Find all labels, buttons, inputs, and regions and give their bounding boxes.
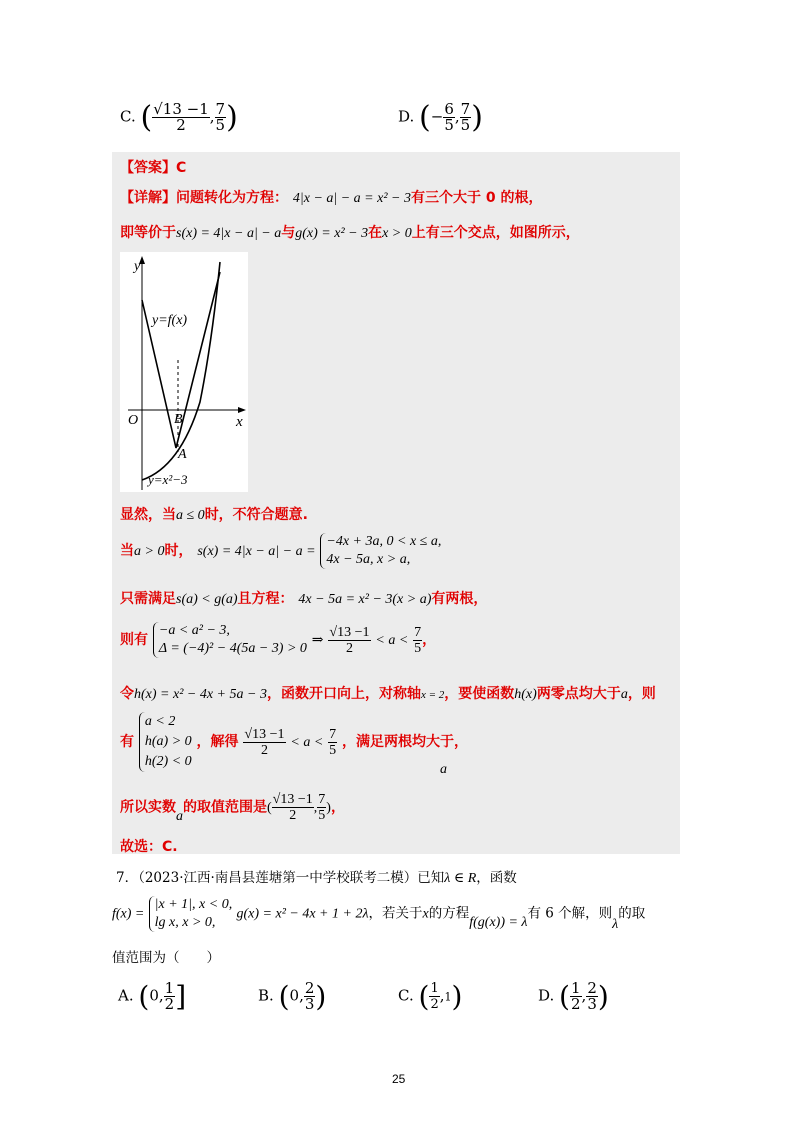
fraction: $\frac{√13 -1}{2}$ <box>153 100 209 134</box>
page-number: 25 <box>392 1072 406 1086</box>
fraction: $\frac{√13 -1}{2}$ <box>244 726 285 758</box>
fraction: $\frac{1}{2}$ <box>570 979 581 1013</box>
system-conditions: −a < a² − 3, Δ = (−4)² − 4(5a − 3) > 0 <box>153 622 307 658</box>
piecewise-f: |x + 1|, x < 0, lg x, x > 0, <box>149 896 233 932</box>
function-graph <box>120 252 248 492</box>
point-b-label: B <box>174 412 183 427</box>
fraction: $\frac{2}{3}$ <box>304 979 315 1013</box>
option-d: D. ( $\frac{1}{2}$ , $\frac{2}{3}$ ) <box>538 979 609 1013</box>
detail-line-8: 有 a < 2 h(a) > 0 h(2) < 0 ，解得 $\frac{√13 -1}{2}$ < a < $\frac{7}{5}$ ，满足两根均大于， <box>120 712 468 772</box>
y-label: y <box>134 259 141 274</box>
detail-line-6: 则有 −a < a² − 3, Δ = (−4)² − 4(5a − 3) > 0 ⇒ $\frac{√13 -1}{2}$ < a < $\frac{7}{5}$ ， <box>120 623 437 656</box>
option-c: C. ( $\frac{1}{2}$ ,1) <box>398 980 463 1013</box>
fraction: $\frac{7}{5}$ <box>215 100 226 134</box>
fraction: $\frac{1}{2}$ <box>430 981 439 1012</box>
fraction: $\frac{7}{5}$ <box>318 792 326 823</box>
option-c-prev: C. ( $\frac{√13 -1}{2}$ , $\frac{7}{5}$ ) <box>120 100 238 135</box>
detail-line-1: 【详解】问题转化为方程： 4|x − a| − a = x² − 3有三个大于 0 的根， <box>120 190 543 206</box>
system-h: a < 2 h(a) > 0 h(2) < 0 <box>139 712 192 772</box>
detail-line-5: 只需满足s(a) < g(a)且方程： 4x − 5a = x² − 3(x > a)有两根， <box>120 591 488 607</box>
point-a-label: A <box>178 447 187 462</box>
fraction: $\frac{7}{5}$ <box>414 624 422 656</box>
answer-tag: 【答案】C <box>120 160 187 176</box>
detail-line-7: 令h(x) = x² − 4x + 5a − 3，函数开口向上，对称轴x = 2，要使函数h(x)两零点均大于a，则 <box>120 686 656 702</box>
option-a: A. (0, $\frac{1}{2}$ ] <box>118 979 187 1013</box>
fraction: $\frac{7}{5}$ <box>329 726 337 758</box>
origin-label: O <box>128 413 139 428</box>
question-7-line-2: f(x) = |x + 1|, x < 0, lg x, x > 0, g(x) = x² − 4x + 1 + 2λ，若关于x的方程f(g(x)) = λ有 6 个解，则λ的取 <box>112 897 646 932</box>
option-d-prev: D. (− $\frac{6}{5}$ , $\frac{7}{5}$ ) <box>398 100 483 135</box>
option-b: B. (0, $\frac{2}{3}$ ) <box>258 979 327 1013</box>
fraction: $\frac{2}{3}$ <box>587 979 597 1013</box>
detail-line-9: 所以实数a的取值范围是( $\frac{√13 -1}{2}$ , $\frac{7}{5}$ )， <box>120 792 345 824</box>
detail-line-3: 显然，当a ≤ 0时，不符合题意. <box>120 507 309 523</box>
detail-line-10: 故选：C. <box>120 839 178 855</box>
f-curve-label: y=f(x) <box>152 313 188 328</box>
detail-line-4: 当a > 0时， s(x) = 4|x − a| − a = −4x + 3a, 0 < x ≤ a, 4x − 5a, x > a, <box>120 534 442 567</box>
trailing-a: a <box>440 762 447 777</box>
x-label: x <box>236 414 243 430</box>
fraction: $\frac{√13 -1}{2}$ <box>272 792 313 823</box>
piecewise-s: −4x + 3a, 0 < x ≤ a, 4x − 5a, x > a, <box>320 533 441 569</box>
fraction: $\frac{1}{2}$ <box>164 979 175 1013</box>
detail-line-2: 即等价于s(x) = 4|x − a| − a与g(x) = x² − 3在x > 0上有三个交点，如图所示， <box>120 225 580 241</box>
fraction: $\frac{√13 -1}{2}$ <box>329 624 370 656</box>
fraction: $\frac{6}{5}$ <box>444 100 454 134</box>
question-7-line-1: 7．（2023·江西·南昌县莲塘第一中学校联考二模）已知λ ∈ R，函数 <box>116 870 517 886</box>
question-7-line-3: 值范围为（ ） <box>112 950 220 966</box>
fraction: $\frac{7}{5}$ <box>460 100 471 134</box>
g-curve-label: y=x²−3 <box>148 472 188 487</box>
